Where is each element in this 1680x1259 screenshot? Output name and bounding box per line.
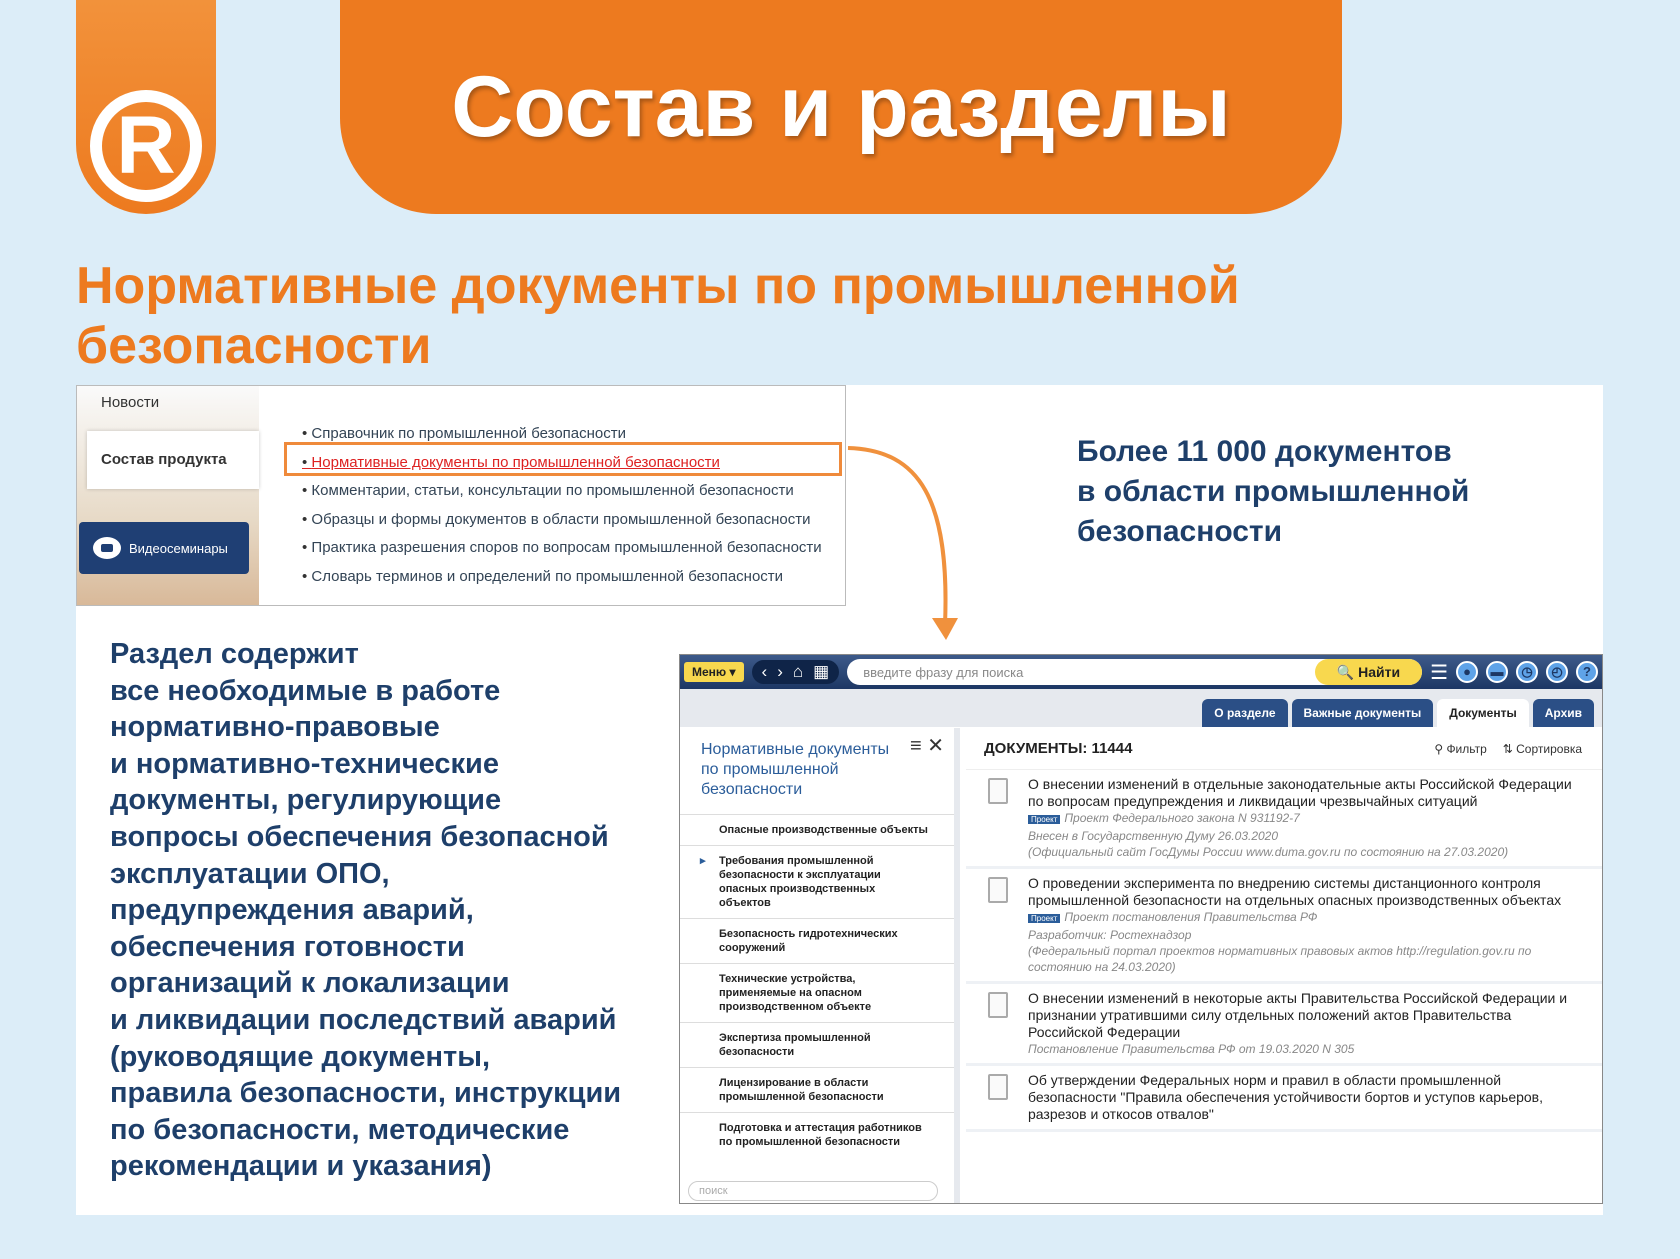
document-meta: Разработчик: Ростехнадзор [1028, 928, 1192, 942]
forward-icon[interactable]: › [777, 662, 783, 681]
sort-button[interactable]: ⇅ Сортировка [1502, 741, 1582, 756]
search-placeholder: введите фразу для поиска [863, 664, 1024, 680]
video-seminars-button[interactable] [79, 522, 249, 574]
document-meta: (Официальный сайт ГосДумы России www.duma.gov.ru по состоянию на 27.03.2020) [1028, 845, 1509, 859]
desc-line: Раздел содержит [110, 638, 359, 670]
desc-line: и нормативно-технические [110, 747, 499, 780]
close-icon[interactable]: ≡ ✕ [910, 735, 944, 757]
menu-button[interactable]: Меню ▾ [684, 662, 744, 682]
document-meta [1028, 909, 1582, 927]
desc-line: предупреждения аварий, [110, 894, 474, 927]
document-item[interactable] [966, 869, 1602, 984]
desc-line: рекомендации и указания) [110, 1150, 492, 1183]
tree-item[interactable]: Безопасность гидротехнических сооружений [680, 918, 954, 963]
section-description [110, 636, 670, 1185]
document-meta: Внесен в Государственную Думу 26.03.2020 [1028, 829, 1279, 843]
clock-icon[interactable]: ◷ [1516, 661, 1538, 683]
section-link[interactable]: • Справочник по промышленной безопасности [302, 420, 822, 449]
desc-line: организаций к локализации [110, 967, 510, 1000]
project-badge: Проект [1028, 914, 1060, 923]
document-icon [988, 877, 1008, 903]
filter-label: Фильтр [1446, 741, 1487, 756]
tree-item[interactable]: Подготовка и аттестация работников по промышленной безопасности [680, 1112, 954, 1157]
desc-line: документы, регулирующие [110, 784, 502, 817]
documents-count: ДОКУМЕНТЫ: 11444 [984, 740, 1133, 757]
filter-button[interactable]: ⚲ Фильтр [1434, 741, 1487, 756]
menu-label: Меню [692, 665, 727, 679]
document-item[interactable] [966, 1066, 1602, 1132]
document-meta-text: Проект Федерального закона N 931192-7 [1064, 811, 1300, 825]
document-title: Об утверждении Федеральных норм и правил в области промышленной безопасности "Правила обеспечения устойчивости бортов и уступов карьеров, разрезов и откосов отвалов" [1028, 1072, 1543, 1122]
info-callout [1077, 432, 1577, 552]
tree-search-input[interactable]: поиск [688, 1181, 938, 1201]
documents-panel [966, 728, 1602, 1204]
tree-item[interactable]: Лицензирование в области промышленной безопасности [680, 1067, 954, 1112]
page-title: Состав и разделы [340, 0, 1342, 214]
document-item[interactable] [966, 770, 1602, 869]
desc-line: все необходимые в работе [110, 674, 501, 707]
help-icon[interactable]: ? [1576, 661, 1598, 683]
document-meta [1028, 810, 1582, 828]
sidebar-item-news[interactable]: Новости [101, 394, 160, 411]
camera-icon [93, 537, 121, 559]
info-line: в области промышленной [1077, 475, 1470, 508]
find-button[interactable]: 🔍 Найти [1315, 659, 1422, 685]
document-title: О проведении эксперимента по внедрению системы дистанционного контроля промышленной безопасности на отдельных опасных производственных объектах [1028, 875, 1562, 908]
tree-item-selected[interactable]: ▸ Требования промышленной безопасности к эксплуатации опасных производственных объектов [680, 845, 954, 918]
documents-tools [1434, 742, 1582, 756]
find-label: Найти [1358, 664, 1401, 680]
desc-line: (руководящие документы, [110, 1040, 491, 1073]
section-link-highlighted[interactable]: • Нормативные документы по промышленной безопасности [302, 449, 822, 478]
tab-documents[interactable]: Документы [1437, 699, 1528, 727]
back-icon[interactable]: ‹ [761, 662, 768, 681]
tree-header [680, 728, 954, 814]
search-input[interactable] [847, 659, 1422, 685]
tree-panel [680, 728, 960, 1204]
timer-icon[interactable]: ◴ [1546, 661, 1568, 683]
app-window [679, 654, 1603, 1204]
tab-about[interactable]: О разделе [1202, 699, 1287, 727]
section-link[interactable]: • Комментарии, статьи, консультации по промышленной безопасности [302, 477, 822, 506]
video-seminars-label: Видеосеминары [129, 540, 228, 556]
document-meta: (Федеральный портал проектов нормативных правовых актов http://regulation.gov.ru по состоянию на 24.03.2020) [1028, 944, 1532, 974]
tree-item[interactable]: Экспертиза промышленной безопасности [680, 1022, 954, 1067]
desc-line: эксплуатации ОПО, [110, 857, 390, 890]
sort-label: Сортировка [1516, 741, 1582, 756]
desc-line: по безопасности, методические [110, 1113, 570, 1146]
grid-icon[interactable]: ▦ [813, 662, 830, 681]
documents-header [966, 728, 1602, 770]
info-line: Более 11 000 документов [1077, 435, 1452, 468]
folder-icon[interactable]: ▬ [1486, 661, 1508, 683]
project-badge: Проект [1028, 815, 1060, 824]
logo-letter: R [116, 100, 176, 191]
desc-line: правила безопасности, инструкции [110, 1077, 622, 1110]
desc-line: обеспечения готовности [110, 930, 465, 963]
desc-line: нормативно-правовые [110, 711, 440, 744]
highlight-box [284, 442, 842, 476]
tree-title: Нормативные документы по промышленной безопасности [701, 741, 890, 798]
nav-group [752, 660, 840, 684]
tab-important[interactable]: Важные документы [1292, 699, 1434, 727]
home-icon[interactable]: ⌂ [792, 662, 804, 681]
document-meta-text: Проект постановления Правительства РФ [1064, 910, 1318, 924]
document-icon [988, 992, 1008, 1018]
desc-line: и ликвидации последствий аварий [110, 1003, 617, 1036]
arrow-icon [840, 440, 1020, 650]
tree-item[interactable]: Опасные производственные объекты [680, 814, 954, 845]
section-subtitle: Нормативные документы по промышленной безопасности [76, 257, 1240, 375]
document-icon [988, 778, 1008, 804]
tabs-row [680, 689, 1602, 727]
sidebar-item-product[interactable]: Состав продукта [87, 431, 259, 489]
section-link[interactable]: • Практика разрешения споров по вопросам промышленной безопасности [302, 534, 822, 563]
section-link[interactable]: • Образцы и формы документов в области промышленной безопасности [302, 506, 822, 535]
desc-line: вопросы обеспечения безопасной [110, 820, 609, 853]
document-item[interactable] [966, 984, 1602, 1066]
section-link[interactable]: • Словарь терминов и определений по промышленной безопасности [302, 563, 822, 592]
document-icon [988, 1074, 1008, 1100]
info-line: безопасности [1077, 515, 1283, 548]
document-title: О внесении изменений в отдельные законодательные акты Российской Федерации по вопросам предупреждения и ликвидации чрезвычайных ситуаций [1028, 776, 1572, 809]
app-toolbar [680, 655, 1602, 689]
product-screenshot [76, 385, 846, 606]
tab-archive[interactable]: Архив [1533, 699, 1594, 727]
hamburger-icon[interactable]: ☰ [1430, 661, 1448, 684]
document-title: О внесении изменений в некоторые акты Правительства Российской Федерации и признании утратившими силу отдельных положений актов Правительства Российской Федерации [1028, 990, 1568, 1040]
tree-item[interactable]: Технические устройства, применяемые на опасном производственном объекте [680, 963, 954, 1022]
user-icon[interactable]: ● [1456, 661, 1478, 683]
document-meta: Постановление Правительства РФ от 19.03.2020 N 305 [1028, 1042, 1355, 1056]
